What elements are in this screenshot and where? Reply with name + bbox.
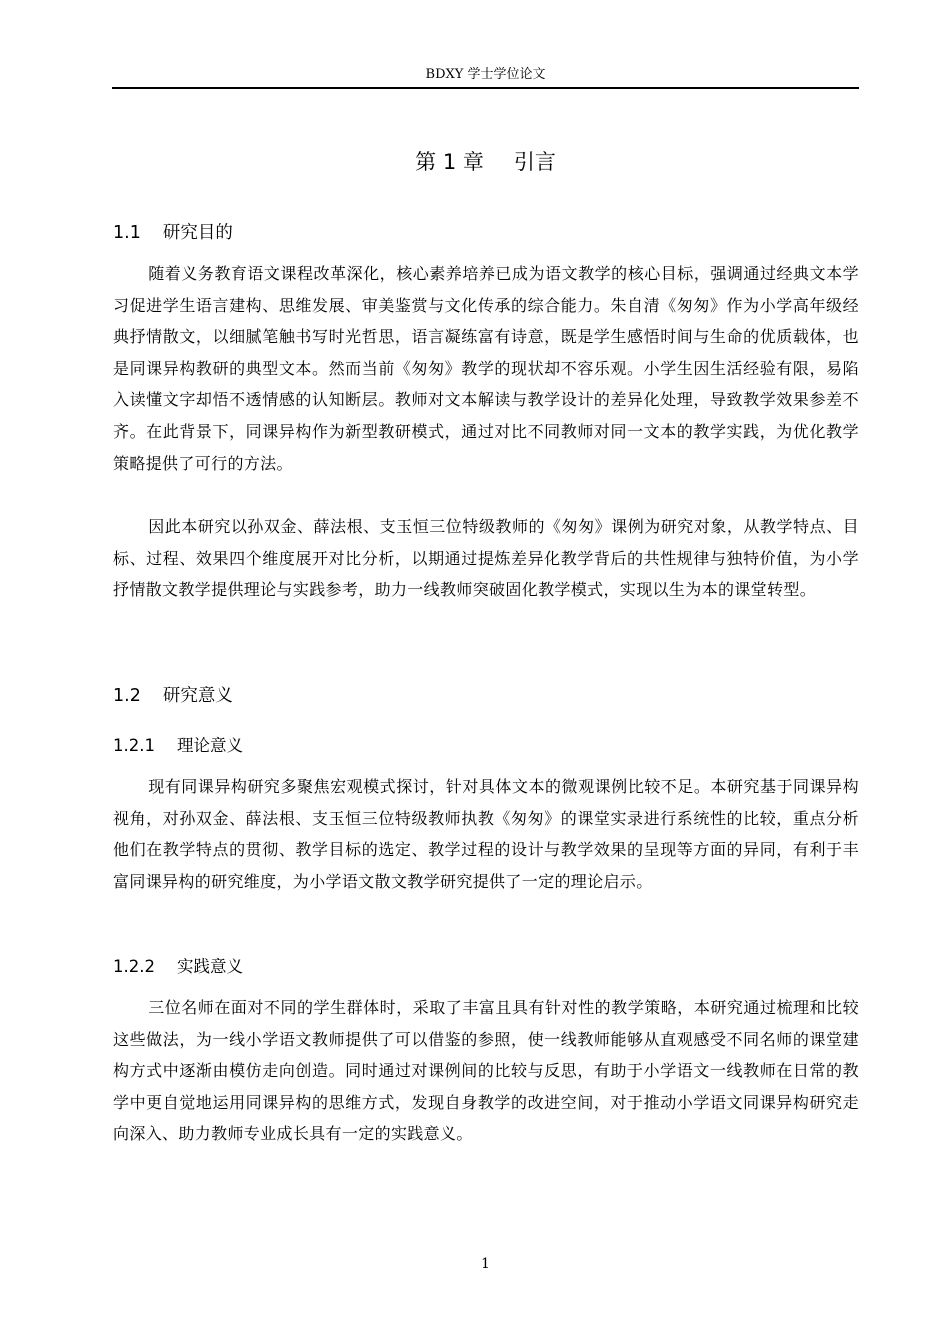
paragraph-theory: 现有同课异构研究多聚焦宏观模式探讨，针对具体文本的微观课例比较不足。本研究基于同课异构视角，对孙双金、薛法根、支玉恒三位特级教师执教《匆匆》的课堂实录进行系统性的比较，重点分析他们在教学特点的贯彻、教学目标的选定、教学过程的设计与教学效果的呈现等方面的异同，有利于丰富同课异构的研究维度，为小学语文散文教学研究提供了一定的理论启示。 xyxy=(113,777,859,891)
section-heading-1-1 xyxy=(113,220,233,246)
subsection-number: 1.2.1 xyxy=(113,736,155,755)
subsection-heading-1-2-2 xyxy=(113,954,243,980)
chapter-title xyxy=(112,146,859,178)
chapter-number: 第 1 章 xyxy=(415,150,484,174)
subsection-title: 理论意义 xyxy=(176,736,243,755)
paragraph-purpose-1: 随着义务教育语文课程改革深化，核心素养培养已成为语文教学的核心目标，强调通过经典文本学习促进学生语言建构、思维发展、审美鉴赏与文化传承的综合能力。朱自清《匆匆》作为小学高年级经典抒情散文，以细腻笔触书写时光哲思，语言凝练富有诗意，既是学生感悟时间与生命的优质载体，也是同课异构教研的典型文本。然而当前《匆匆》教学的现状却不容乐观。小学生因生活经验有限，易陷入读懂文字却悟不透情感的认知断层。教师对文本解读与教学设计的差异化处理，导致教学效果参差不齐。在此背景下，同课异构作为新型教研模式，通过对比不同教师对同一文本的教学实践，为优化教学策略提供了可行的方法。 xyxy=(113,264,859,473)
section-title: 研究目的 xyxy=(162,223,233,243)
section-title: 研究意义 xyxy=(162,686,233,706)
header-rule xyxy=(112,87,859,89)
subsection-title: 实践意义 xyxy=(176,957,243,976)
subsection-number: 1.2.2 xyxy=(113,957,155,976)
section-number: 1.1 xyxy=(113,223,141,243)
section-number: 1.2 xyxy=(113,686,141,706)
chapter-title-text: 引言 xyxy=(513,150,556,174)
page-number: 1 xyxy=(481,1256,490,1272)
paragraph-purpose-2: 因此本研究以孙双金、薛法根、支玉恒三位特级教师的《匆匆》课例为研究对象，从教学特点、目标、过程、效果四个维度展开对比分析，以期通过提炼差异化教学背后的共性规律与独特价值，为小学抒情散文教学提供理论与实践参考，助力一线教师突破固化教学模式，实现以生为本的课堂转型。 xyxy=(113,517,859,600)
section-heading-1-2 xyxy=(113,683,233,709)
subsection-heading-1-2-1 xyxy=(113,733,243,759)
paragraph-practice: 三位名师在面对不同的学生群体时，采取了丰富且具有针对性的教学策略，本研究通过梳理和比较这些做法，为一线小学语文教师提供了可以借鉴的参照，使一线教师能够从直观感受不同名师的课堂建构方式中逐渐由模仿走向创造。同时通过对课例间的比较与反思，有助于小学语文一线教师在日常的教学中更自觉地运用同课异构的思维方式，发现自身教学的改进空间，对于推动小学语文同课异构研究走向深入、助力教师专业成长具有一定的实践意义。 xyxy=(113,998,859,1144)
running-header: BDXY 学士学位论文 xyxy=(425,67,546,82)
